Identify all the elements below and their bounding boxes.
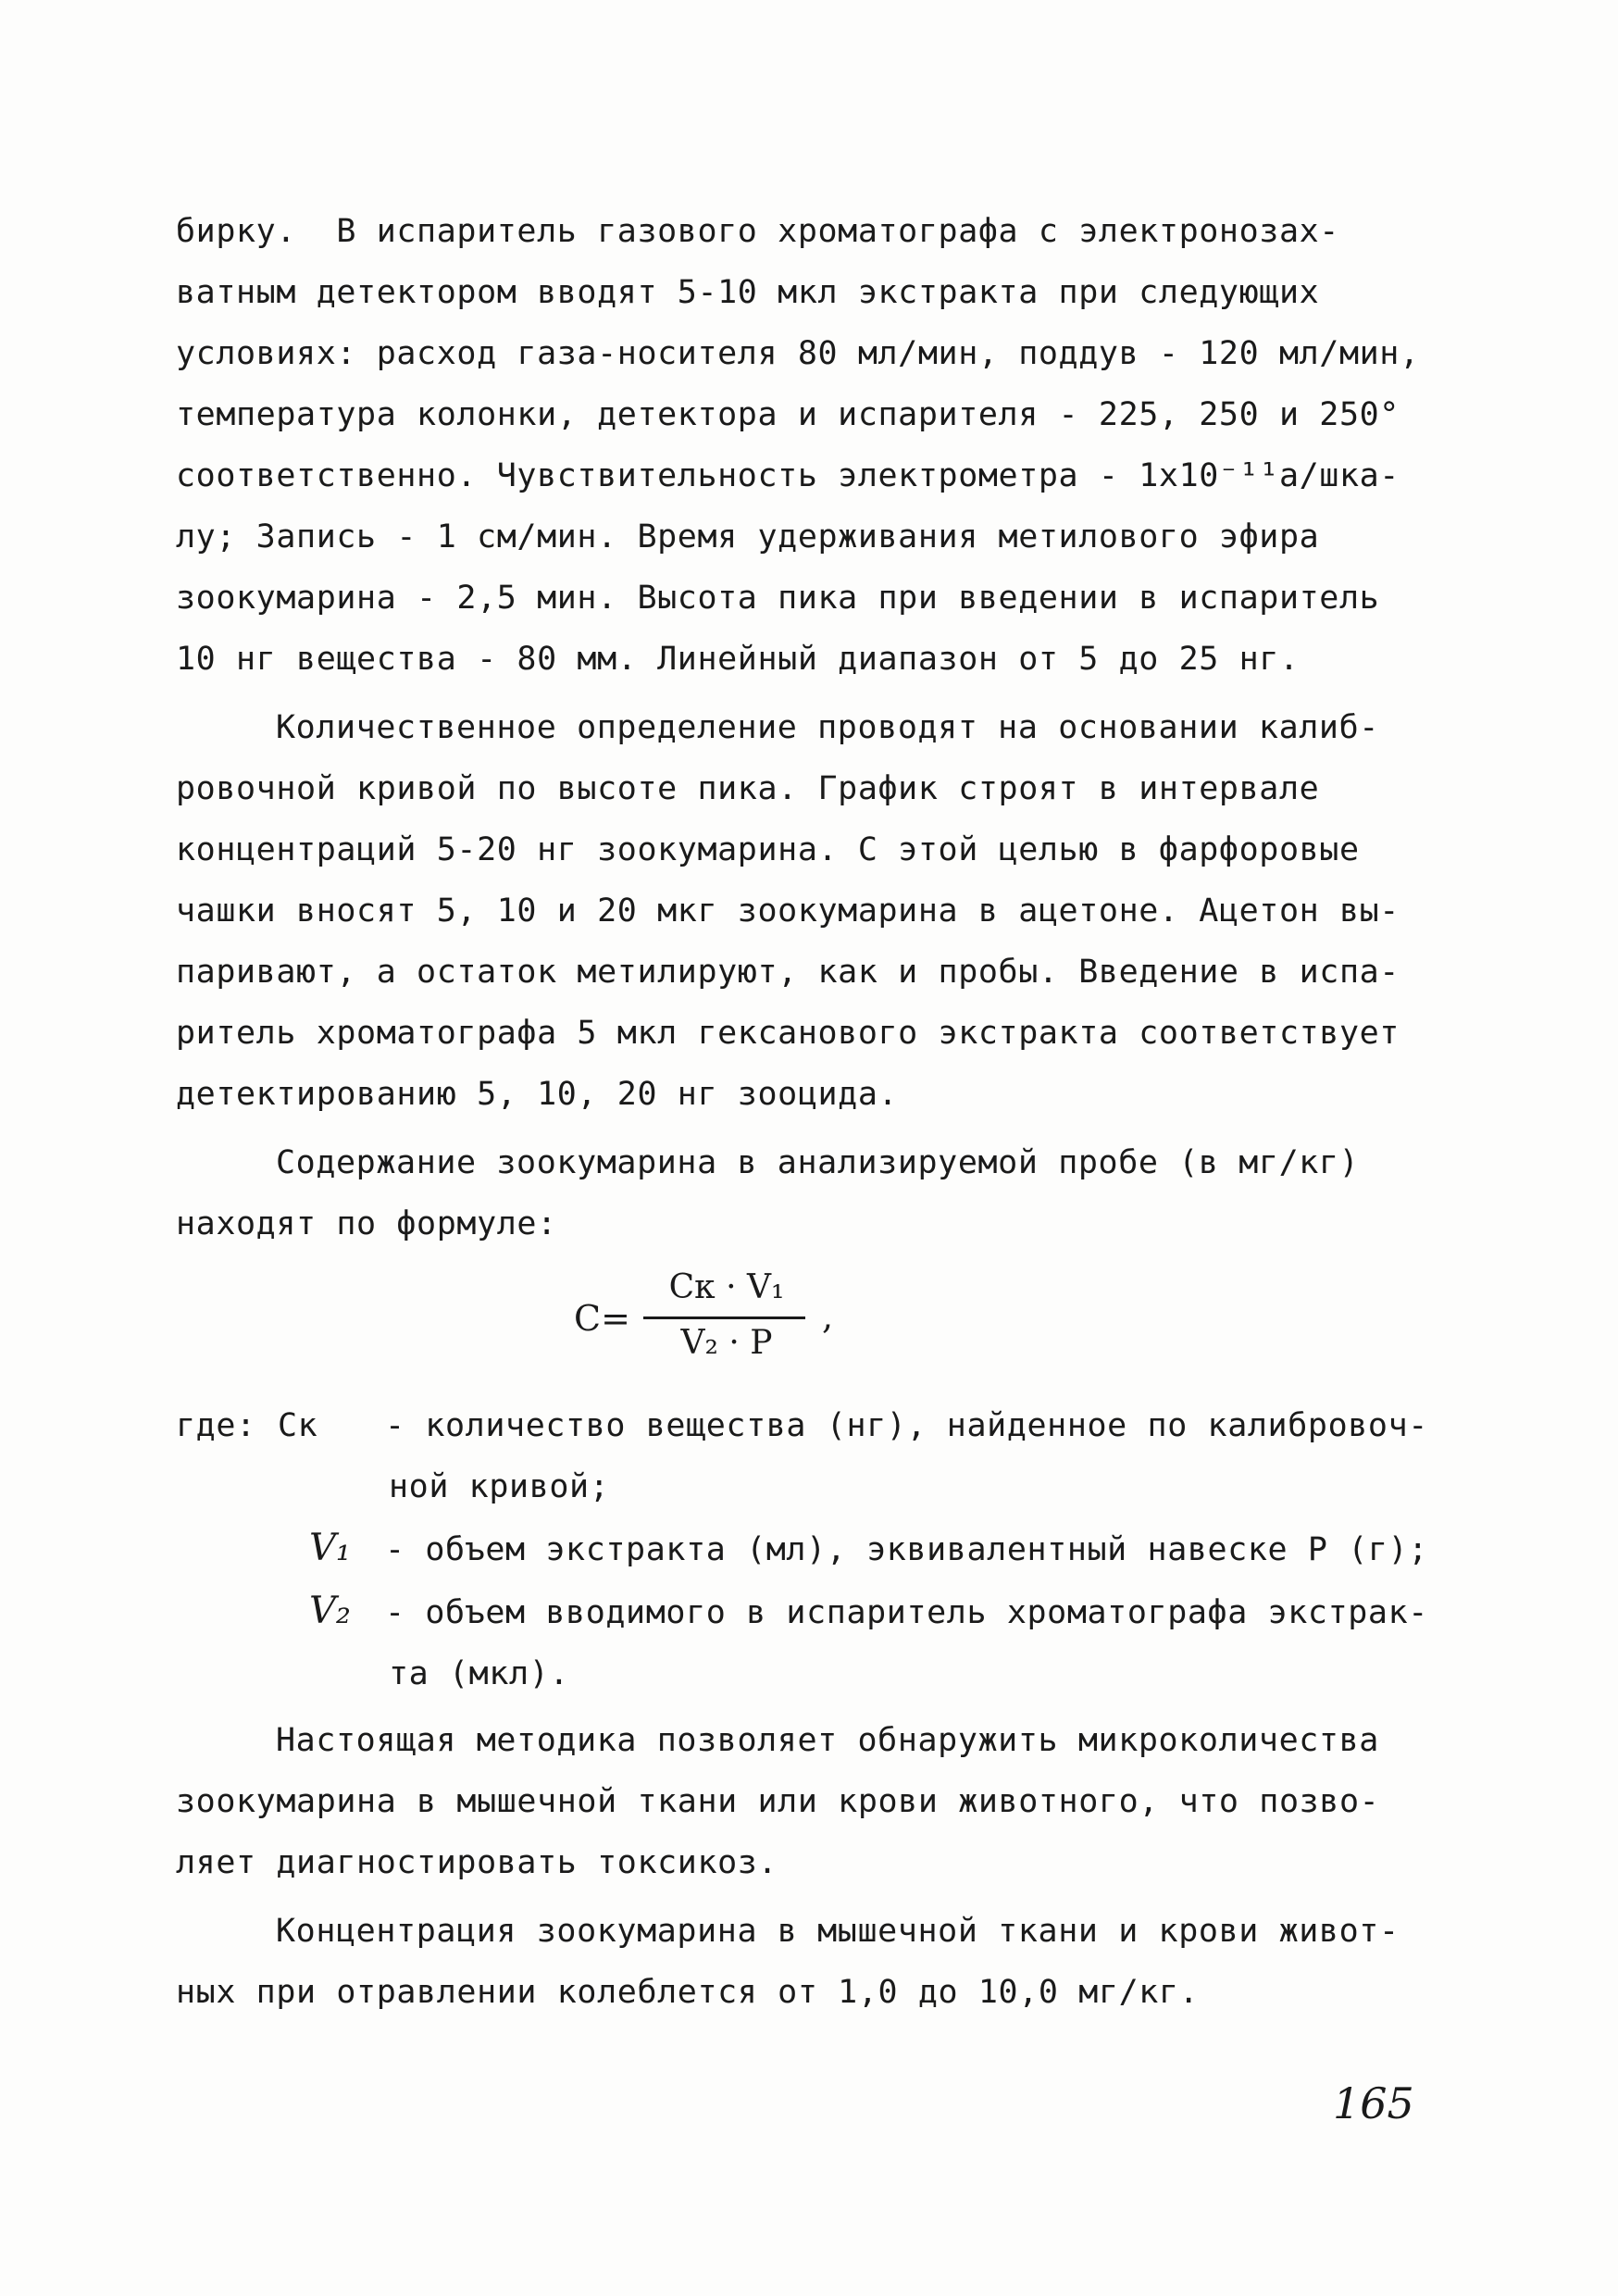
definition-symbol-v1: V₁ <box>309 1527 351 1569</box>
paragraph-2-line-7: детектированию 5, 10, 20 нг зооцида. <box>176 1076 899 1113</box>
definition-text-ck: - количество вещества (нг), найденное по калибровоч- <box>385 1407 1428 1444</box>
page-number: 165 <box>1333 2078 1414 2128</box>
definition-continuation-ck: ной кривой; <box>389 1468 610 1505</box>
paragraph-4-line-2: зоокумарина в мышечной ткани или крови животного, что позво- <box>176 1783 1380 1820</box>
formula-denominator: V₂ · P <box>680 1324 773 1362</box>
definition-text-v2: - объем вводимого в испаритель хроматографа экстрак- <box>385 1594 1428 1631</box>
paragraph-5-line-1: Концентрация зоокумарина в мышечной ткани и крови живот- <box>276 1913 1400 1950</box>
paragraph-1-line-4: температура колонки, детектора и испарителя - 225, 250 и 250° <box>176 396 1400 433</box>
paragraph-1-line-3: условиях: расход газа-носителя 80 мл/мин, поддув - 120 мл/мин, <box>176 335 1420 372</box>
where-label: где: <box>176 1407 256 1444</box>
paragraph-5-line-2: ных при отравлении колеблется от 1,0 до 10,0 мг/кг. <box>176 1974 1200 2011</box>
paragraph-2-line-1: Количественное определение проводят на основании калиб- <box>276 709 1379 746</box>
formula-lhs: C= <box>574 1298 630 1339</box>
paragraph-1-line-7: зоокумарина - 2,5 мин. Высота пика при введении в испаритель <box>176 580 1380 617</box>
definition-continuation-v2: та (мкл). <box>389 1655 570 1692</box>
definition-symbol-ck: Cк <box>278 1407 318 1444</box>
definition-text-v1: - объем экстракта (мл), эквивалентный навеске Р (г); <box>385 1531 1428 1568</box>
concentration-formula <box>574 1268 870 1389</box>
paragraph-1-line-1: бирку. В испаритель газового хроматографа с электронозах- <box>176 213 1339 250</box>
paragraph-4-line-1: Настоящая методика позволяет обнаружить микроколичества <box>276 1722 1379 1759</box>
formula-trailing-comma: , <box>822 1296 834 1337</box>
paragraph-3-line-2: находят по формуле: <box>176 1205 557 1242</box>
paragraph-4-line-3: ляет диагностировать токсикоз. <box>176 1844 778 1881</box>
paragraph-3-line-1: Содержание зоокумарина в анализируемой пробе (в мг/кг) <box>276 1144 1360 1181</box>
definition-symbol-v2: V₂ <box>309 1590 351 1632</box>
paragraph-2-line-6: ритель хроматографа 5 мкл гексанового экстракта соответствует <box>176 1015 1400 1052</box>
paragraph-2-line-2: ровочной кривой по высоте пика. График строят в интервале <box>176 770 1320 807</box>
paragraph-2-line-5: паривают, а остаток метилируют, как и пробы. Введение в испа- <box>176 954 1400 991</box>
paragraph-1-line-5: соответственно. Чувствительность электрометра - 1x10⁻¹¹а/шка- <box>176 457 1400 494</box>
formula-numerator: Cк · V₁ <box>668 1268 785 1306</box>
paragraph-1-line-8: 10 нг вещества - 80 мм. Линейный диапазон от 5 до 25 нг. <box>176 641 1300 678</box>
paragraph-2-line-4: чашки вносят 5, 10 и 20 мкг зоокумарина в ацетоне. Ацетон вы- <box>176 892 1400 930</box>
paragraph-1-line-6: лу; Запись - 1 см/мин. Время удерживания метилового эфира <box>176 518 1320 555</box>
formula-fraction-bar <box>643 1316 805 1319</box>
paragraph-2-line-3: концентраций 5-20 нг зоокумарина. С этой целью в фарфоровые <box>176 831 1360 868</box>
paragraph-1-line-2: ватным детектором вводят 5-10 мкл экстракта при следующих <box>176 274 1320 311</box>
